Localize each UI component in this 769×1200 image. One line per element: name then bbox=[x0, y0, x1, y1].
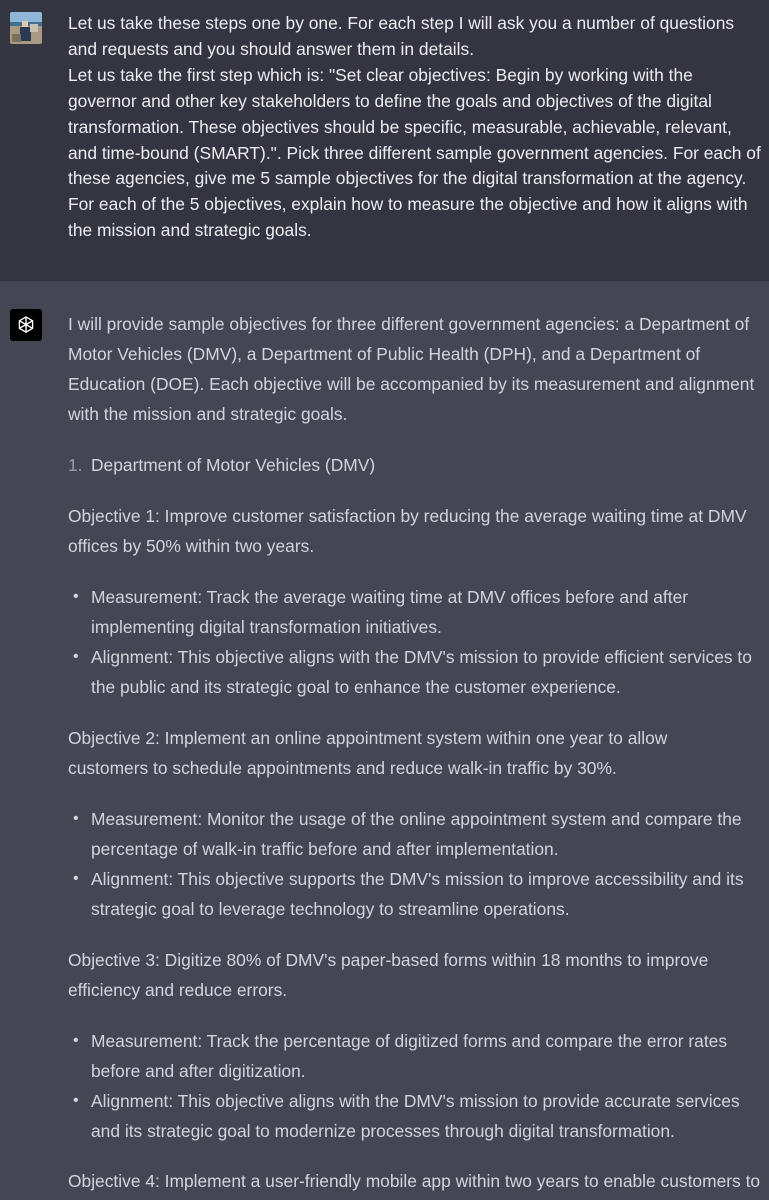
user-photo-avatar-icon bbox=[10, 12, 42, 44]
user-avatar bbox=[10, 12, 42, 44]
bullet-icon: • bbox=[73, 588, 79, 605]
list-item: • Alignment: This objective aligns with the DMV's mission to provide accurate services and its strategic goal to modernize processes through digital transformation. bbox=[68, 1086, 767, 1146]
objective-details bbox=[68, 804, 767, 924]
objective-paragraph: Objective 3: Digitize 80% of DMV's paper-based forms within 18 months to improve efficiency and reduce errors. bbox=[68, 950, 709, 1000]
list-item: • Measurement: Monitor the usage of the online appointment system and compare the percentage of walk-in traffic before and after implementation. bbox=[68, 804, 767, 864]
objective-paragraph: Objective 4: Implement a user-friendly mobile app within two years to enable customers to bbox=[68, 1171, 761, 1191]
list-item: • Alignment: This objective aligns with the DMV's mission to provide efficient services to the public and its strategic goal to enhance the customer experience. bbox=[68, 642, 767, 702]
intro-paragraph: I will provide sample objectives for three different government agencies: a Department of Motor Vehicles (DMV), a Department of Public Health (DPH), and a Department of Education (DOE). Each objective will be accompanied by its measurement and alignment with the mission and strategic goals. bbox=[68, 314, 755, 424]
agency-name: Department of Motor Vehicles (DMV) bbox=[91, 455, 376, 475]
user-paragraph: Let us take these steps one by one. For each step I will ask you a number of questions and requests and you should answer them in details. bbox=[68, 13, 735, 59]
list-item: • Alignment: This objective supports the DMV's mission to improve accessibility and its strategic goal to leverage technology to streamline operations. bbox=[68, 864, 767, 924]
bullet-icon: • bbox=[73, 870, 79, 887]
user-paragraph: Let us take the first step which is: "Set clear objectives: Begin by working with the governor and other key stakeholders to define the goals and objectives of the digital transformation. These objectives should be specific, measurable, achievable, relevant, and time-bound (SMART).". Pick three different sample government agencies. For each of these agencies, give me 5 sample objectives for the digital transformation at the agency. For each of the 5 objectives, explain how to measure the objective and how it aligns with the mission and strategic goals. bbox=[68, 64, 761, 241]
list-item: • Measurement: Track the percentage of digitized forms and compare the error rates before and after digitization. bbox=[68, 1026, 767, 1086]
assistant-message bbox=[0, 281, 769, 1200]
openai-logo-icon bbox=[15, 314, 37, 336]
objective-paragraph: Objective 1: Improve customer satisfaction by reducing the average waiting time at DMV offices by 50% within two years. bbox=[68, 506, 747, 556]
bullet-icon: • bbox=[73, 810, 79, 827]
list-number: 1. bbox=[68, 455, 83, 475]
objective-details bbox=[68, 582, 767, 702]
bot-avatar bbox=[10, 309, 42, 341]
bullet-icon: • bbox=[73, 648, 79, 665]
bullet-icon: • bbox=[73, 1092, 79, 1109]
list-item: • Measurement: Track the average waiting time at DMV offices before and after implementing digital transformation initiatives. bbox=[68, 582, 767, 642]
agency-heading bbox=[68, 450, 767, 480]
objective-details bbox=[68, 1026, 767, 1146]
objective-paragraph: Objective 2: Implement an online appointment system within one year to allow customers to schedule appointments and reduce walk-in traffic by 30%. bbox=[68, 728, 668, 778]
user-message bbox=[0, 0, 769, 281]
bullet-icon: • bbox=[73, 1032, 79, 1049]
user-message-text bbox=[68, 11, 764, 244]
